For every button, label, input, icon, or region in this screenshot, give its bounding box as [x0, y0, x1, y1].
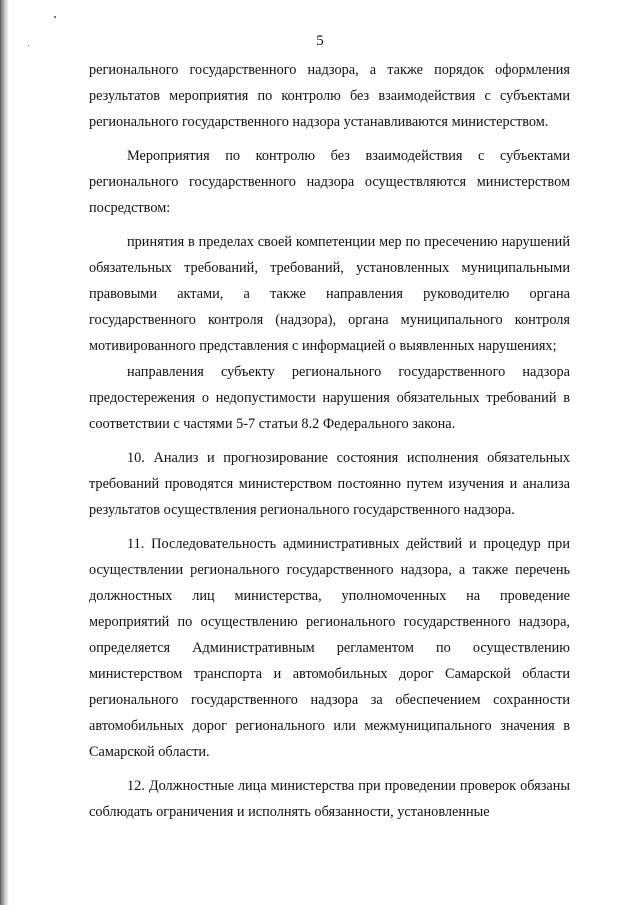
scan-edge-shadow	[0, 0, 9, 905]
paragraph-1: регионального государственного надзора, а также порядок оформления результатов мероприятия по контролю без взаимодействия с субъектами регионального государственного надзора устанавливаются министерством.	[89, 62, 570, 130]
page-number: 5	[316, 33, 324, 49]
paragraph-7: 12. Должностные лица министерства при проведении проверок обязаны соблюдать ограничения и исполнять обязанности, установленные	[89, 778, 570, 820]
paragraph-6: 11. Последовательность административных действий и процедур при осуществлении регионального государственного надзора, а также перечень должностных лиц министерства, уполномоченных на проведение мероприятий по осуществлению регионального государственного надзора, определяется Административным регламентом по осуществлению министерством транспорта и автомобильных дорог Самарской области регионального государственного надзора за обеспечением сохранности автомобильных дорог регионального или межмуниципального значения в Самарской области.	[89, 536, 570, 760]
document-body	[89, 57, 570, 825]
paragraph-4: направления субъекту регионального государственного надзора предостережения о недопустимости нарушения обязательных требований в соответствии с частями 5-7 статьи 8.2 Федерального закона.	[89, 364, 570, 432]
paragraph-5: 10. Анализ и прогнозирование состояния исполнения обязательных требований проводятся министерством постоянно путем изучения и анализа результатов осуществления регионального государственного надзора.	[89, 450, 570, 518]
scan-speck	[54, 16, 56, 18]
paragraph-3: принятия в пределах своей компетенции мер по пресечению нарушений обязательных требований, требований, установленных муниципальными правовыми актами, а также направления руководителю органа государственного контроля (надзора), органа муниципального контроля мотивированного представления с информацией о выявленных нарушениях;	[89, 234, 570, 354]
paragraph-2: Мероприятия по контролю без взаимодействия с субъектами регионального государственного надзора осуществляются министерством посредством:	[89, 148, 570, 216]
